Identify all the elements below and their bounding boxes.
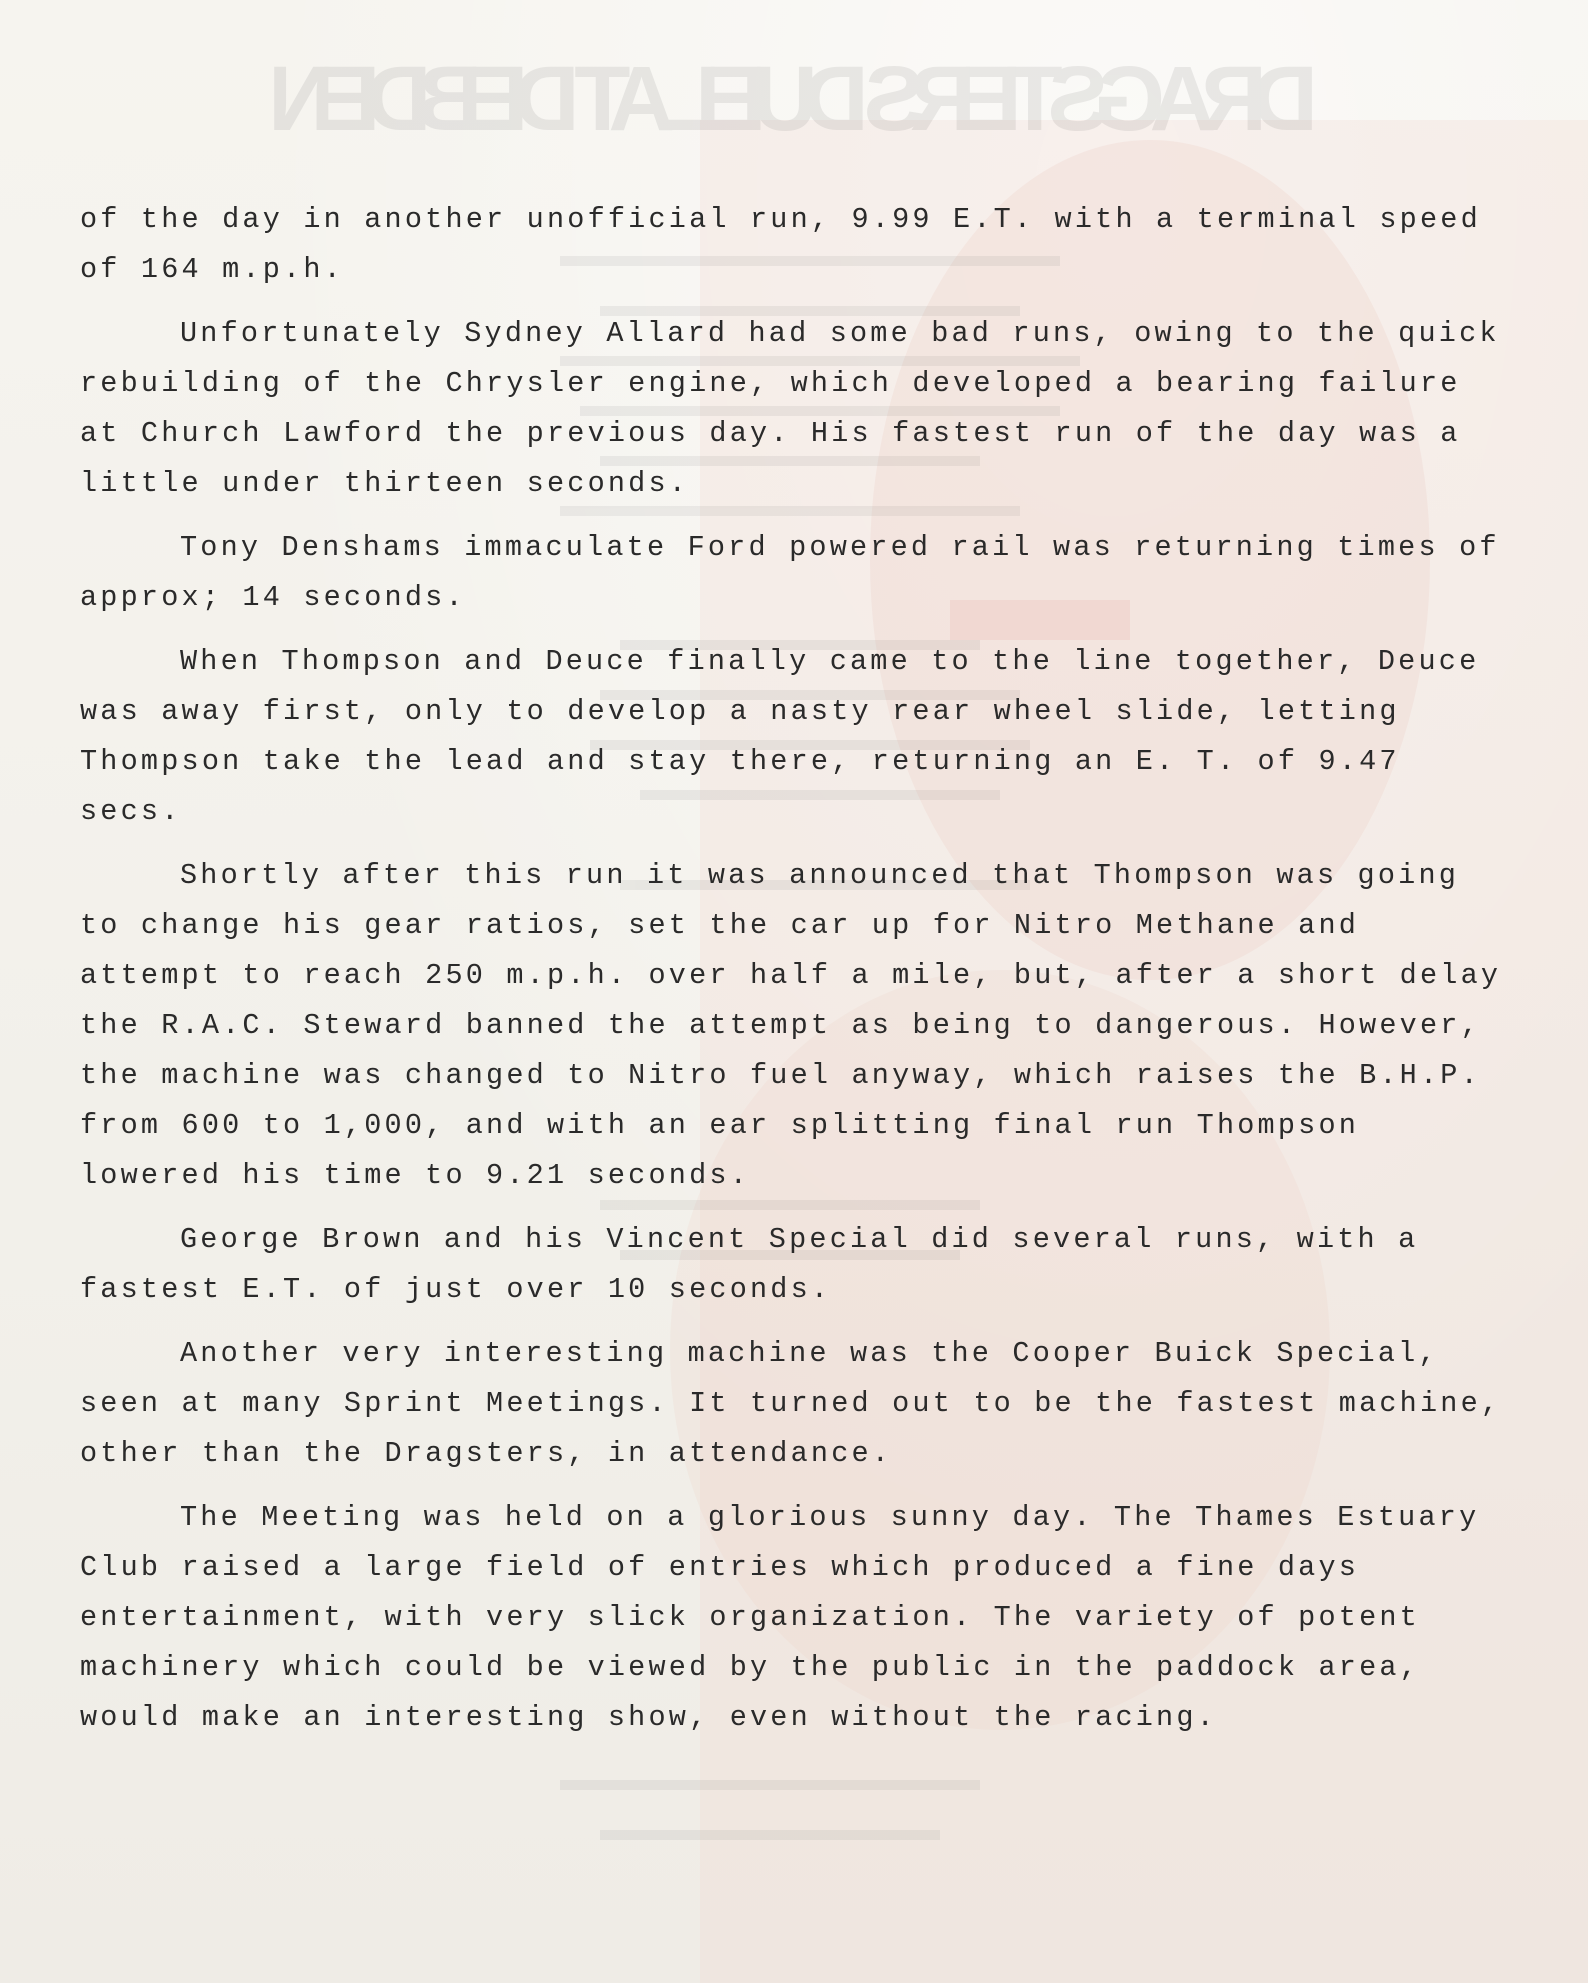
paragraph-3: Tony Denshams immaculate Ford powered rail was returning times of approx; 14 seconds.	[80, 531, 1520, 614]
paragraph-7: Another very interesting machine was the Cooper Buick Special, seen at many Sprint Meetings. It turned out to be the fastest machine, other than the Dragsters, in attendance.	[80, 1337, 1522, 1470]
paragraph-5: Shortly after this run it was announced that Thompson was going to change his gear ratios, set the car up for Nitro Methane and attempt to reach 250 m.p.h. over half a mile, but, after a short delay the R.A.C. Steward banned the attempt as being to dangerous. However, the machine was changed to Nitro fuel anyway, which raises the B.H.P. from 600 to 1,000, and with an ear splitting final run Thompson lowered his time to 9.21 seconds.	[80, 859, 1522, 1192]
paragraph-2: Unfortunately Sydney Allard had some bad runs, owing to the quick rebuilding of the Chrysler engine, which developed a bearing failure at Church Lawford the previous day. His fastest run of the day was a little under thirteen seconds.	[80, 317, 1520, 500]
reverse-heading-text: DRAGSTERS DUEL AT DEBDEN	[268, 48, 1318, 150]
article-body	[80, 195, 1522, 1757]
paragraph-4: When Thompson and Deuce finally came to the line together, Deuce was away first, only to develop a nasty rear wheel slide, letting Thompson take the lead and stay there, returning an E. T. of 9.47 secs.	[80, 645, 1500, 828]
paragraph-1: of the day in another unofficial run, 9.99 E.T. with a terminal speed of 164 m.p.h.	[80, 203, 1502, 286]
paragraph-8: The Meeting was held on a glorious sunny day. The Thames Estuary Club raised a large field of entries which produced a fine days entertainment, with very slick organization. The variety of potent machinery which could be viewed by the public in the paddock area, would make an interesting show, even without the racing.	[80, 1501, 1500, 1734]
paragraph-6: George Brown and his Vincent Special did several runs, with a fastest E.T. of just over 10 seconds.	[80, 1223, 1439, 1306]
